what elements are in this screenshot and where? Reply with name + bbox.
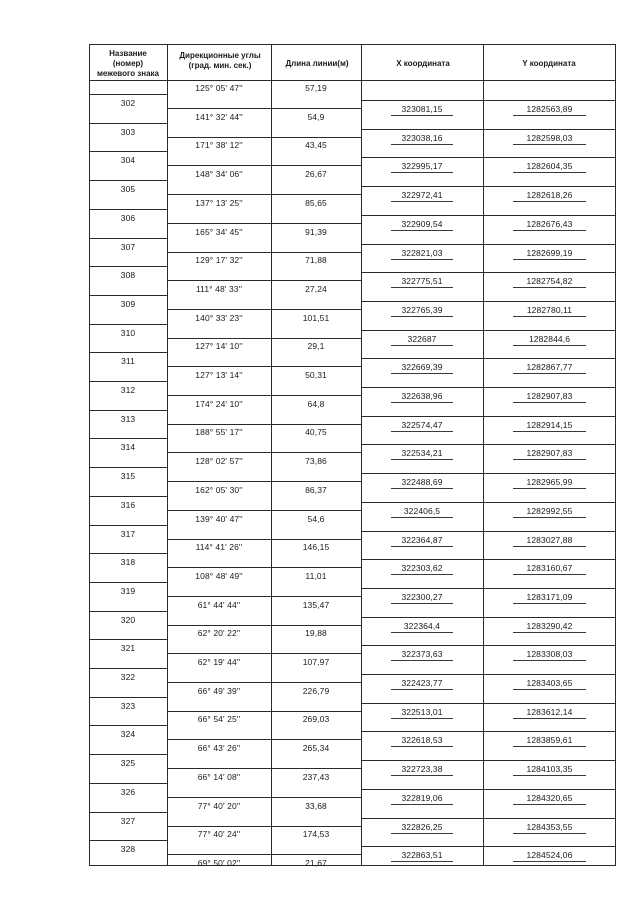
coord-row-line: [361, 502, 616, 503]
y-coordinate-cell: 1282867,77: [526, 362, 573, 373]
y-underline: [513, 373, 586, 374]
y-coordinate-cell: 1283859,61: [526, 735, 573, 746]
point-name-cell: 320: [120, 614, 136, 625]
x-coordinate-cell: 322364,87: [401, 534, 443, 545]
length-cell: 71,88: [305, 255, 327, 266]
angle-row-line: [167, 711, 361, 712]
angle-cell: 108° 48' 49'': [195, 570, 243, 581]
angle-row-line: [167, 424, 361, 425]
point-name-cell: 315: [120, 471, 136, 482]
y-underline: [513, 345, 586, 346]
point-name-cell: 303: [120, 126, 136, 137]
x-coordinate-cell: 322373,63: [401, 649, 443, 660]
y-coordinate-cell: 1282914,15: [526, 419, 573, 430]
length-cell: 146,15: [302, 542, 330, 553]
x-underline: [391, 546, 453, 547]
table-top-border: [89, 44, 616, 45]
x-coordinate-cell: 322488,69: [401, 477, 443, 488]
coord-row-line: [361, 645, 616, 646]
point-name-cell: 325: [120, 758, 136, 769]
name-row-line: [89, 553, 167, 554]
angle-cell: 66° 54' 25'': [197, 714, 241, 725]
x-coordinate-cell: 323038,16: [401, 132, 443, 143]
name-row-line: [89, 467, 167, 468]
x-underline: [391, 775, 453, 776]
point-name-cell: 307: [120, 241, 136, 252]
name-row-line: [89, 812, 167, 813]
length-cell: 19,88: [305, 628, 327, 639]
header-angle: Дирекционные углы (град. мин. сек.): [179, 51, 261, 70]
y-coordinate-cell: 1282844,6: [528, 333, 571, 344]
y-underline: [513, 287, 586, 288]
name-row-line: [89, 295, 167, 296]
point-name-cell: 324: [120, 729, 136, 740]
point-name-cell: 318: [120, 557, 136, 568]
y-coordinate-cell: 1282676,43: [526, 218, 573, 229]
point-name-cell: 319: [120, 585, 136, 596]
x-underline: [391, 833, 453, 834]
coord-row-line: [361, 789, 616, 790]
angle-cell: 66° 14' 08'': [197, 771, 241, 782]
header-y: Y координата: [522, 59, 576, 68]
x-underline: [391, 115, 453, 116]
name-row-line: [89, 209, 167, 210]
coord-row-line: [361, 617, 616, 618]
y-underline: [513, 259, 586, 260]
angle-cell: 77° 40' 24'': [197, 829, 241, 840]
header-bottom-border: [89, 80, 616, 81]
x-underline: [391, 746, 453, 747]
x-underline: [391, 517, 453, 518]
angle-row-line: [167, 625, 361, 626]
y-coordinate-cell: 1282907,83: [526, 448, 573, 459]
angle-row-line: [167, 653, 361, 654]
angle-cell: 148° 34' 06'': [195, 169, 243, 180]
x-coordinate-cell: 322723,38: [401, 764, 443, 775]
x-underline: [391, 402, 453, 403]
name-row-line: [89, 438, 167, 439]
x-coordinate-cell: 322618,53: [401, 735, 443, 746]
name-row-line: [89, 783, 167, 784]
name-row-line: [89, 754, 167, 755]
angle-row-line: [167, 137, 361, 138]
name-row-line: [89, 352, 167, 353]
coordinates-table: [89, 44, 616, 866]
length-cell: 27,24: [305, 283, 327, 294]
angle-row-line: [167, 797, 361, 798]
x-coordinate-cell: 322995,17: [401, 161, 443, 172]
length-cell: 50,31: [305, 370, 327, 380]
name-row-line: [89, 611, 167, 612]
y-coordinate-cell: 1283160,67: [526, 563, 573, 574]
angle-row-line: [167, 223, 361, 224]
angle-cell: 66° 49' 39'': [197, 685, 241, 696]
name-row-line: [89, 668, 167, 669]
angle-row-line: [167, 366, 361, 367]
column-line: [167, 44, 168, 866]
x-underline: [391, 861, 453, 862]
y-coordinate-cell: 1282754,82: [526, 276, 573, 287]
angle-row-line: [167, 510, 361, 511]
x-underline: [391, 172, 453, 173]
name-row-line: [89, 123, 167, 124]
coord-row-line: [361, 186, 616, 187]
point-name-cell: 328: [120, 844, 136, 855]
x-underline: [391, 718, 453, 719]
length-cell: 33,68: [305, 800, 327, 811]
x-coordinate-cell: 322364,4: [403, 620, 441, 631]
angle-cell: 111° 48' 33'': [195, 283, 243, 294]
name-row-line: [89, 266, 167, 267]
y-underline: [513, 459, 586, 460]
x-underline: [391, 345, 453, 346]
angle-cell: 137° 13' 25'': [195, 197, 243, 208]
point-name-cell: 314: [120, 442, 136, 453]
x-coordinate-cell: 322909,54: [401, 218, 443, 229]
x-coordinate-cell: 323081,15: [401, 104, 443, 114]
x-coordinate-cell: 322972,41: [401, 190, 443, 201]
angle-cell: 140° 33' 23'': [195, 312, 243, 323]
x-underline: [391, 230, 453, 231]
x-underline: [391, 431, 453, 432]
coord-row-line: [361, 416, 616, 417]
angle-cell: 165° 34' 45'': [195, 226, 243, 237]
length-cell: 237,43: [302, 771, 330, 782]
y-underline: [513, 804, 586, 805]
length-cell: 54,9: [307, 111, 325, 122]
x-underline: [391, 373, 453, 374]
length-cell: 101,51: [302, 312, 330, 323]
x-underline: [391, 459, 453, 460]
length-cell: 57,19: [305, 83, 327, 93]
x-coordinate-cell: 322638,96: [401, 391, 443, 401]
y-underline: [513, 689, 586, 690]
x-underline: [391, 689, 453, 690]
x-coordinate-cell: 322303,62: [401, 563, 443, 574]
x-coordinate-cell: 322300,27: [401, 591, 443, 602]
length-cell: 86,37: [305, 484, 327, 495]
y-coordinate-cell: 1282992,55: [526, 505, 573, 516]
y-coordinate-cell: 1282563,89: [526, 104, 573, 114]
coord-row-line: [361, 703, 616, 704]
length-cell: 54,6: [307, 513, 325, 524]
angle-row-line: [167, 739, 361, 740]
point-name-cell: 313: [120, 413, 136, 424]
angle-cell: 66° 43' 26'': [197, 743, 241, 754]
angle-row-line: [167, 596, 361, 597]
length-cell: 26,67: [305, 169, 327, 180]
length-cell: 269,03: [302, 714, 330, 725]
column-line: [483, 44, 484, 866]
x-underline: [391, 259, 453, 260]
coord-row-line: [361, 244, 616, 245]
angle-row-line: [167, 452, 361, 453]
angle-cell: 125° 05' 47'': [195, 83, 243, 93]
y-coordinate-cell: 1283290,42: [526, 620, 573, 631]
x-underline: [391, 804, 453, 805]
point-name-cell: 327: [120, 815, 136, 826]
length-cell: 135,47: [302, 599, 330, 610]
y-underline: [513, 201, 586, 202]
y-coordinate-cell: 1282598,03: [526, 132, 573, 143]
y-underline: [513, 402, 586, 403]
y-underline: [513, 775, 586, 776]
angle-row-line: [167, 539, 361, 540]
angle-cell: 127° 14' 10'': [195, 341, 243, 352]
y-coordinate-cell: 1283403,65: [526, 678, 573, 688]
coord-row-line: [361, 674, 616, 675]
name-row-line: [89, 180, 167, 181]
y-coordinate-cell: 1282965,99: [526, 477, 573, 488]
angle-cell: 77° 40' 20'': [197, 800, 241, 811]
coord-row-line: [361, 358, 616, 359]
x-coordinate-cell: 322669,39: [401, 362, 443, 373]
angle-row-line: [167, 280, 361, 281]
name-row-line: [89, 324, 167, 325]
angle-row-line: [167, 481, 361, 482]
point-name-cell: 305: [120, 184, 136, 195]
point-name-cell: 316: [120, 499, 136, 510]
length-cell: 174,53: [302, 829, 330, 840]
point-name-cell: 317: [120, 528, 136, 539]
length-cell: 107,97: [302, 657, 330, 667]
angle-cell: 129° 17' 32'': [195, 255, 243, 266]
length-cell: 21,67: [305, 857, 327, 868]
x-coordinate-cell: 322819,06: [401, 792, 443, 803]
column-line: [271, 44, 272, 866]
header-x: X координата: [396, 59, 450, 68]
y-coordinate-cell: 1283171,09: [526, 591, 573, 602]
angle-row-line: [167, 338, 361, 339]
y-underline: [513, 115, 586, 116]
column-line: [361, 44, 362, 866]
point-name-cell: 308: [120, 270, 136, 281]
point-name-cell: 312: [120, 385, 136, 395]
name-row-line: [89, 496, 167, 497]
angle-cell: 114° 41' 26'': [195, 542, 243, 553]
x-underline: [391, 287, 453, 288]
x-coordinate-cell: 322574,47: [401, 419, 443, 430]
header-name: Название (номер) межевого знака: [96, 49, 160, 78]
angle-row-line: [167, 826, 361, 827]
y-underline: [513, 431, 586, 432]
x-underline: [391, 316, 453, 317]
y-coordinate-cell: 1283308,03: [526, 649, 573, 660]
x-coordinate-cell: 322821,03: [401, 247, 443, 258]
angle-cell: 171° 38' 12'': [195, 140, 243, 151]
x-coordinate-cell: 322687: [407, 333, 437, 344]
length-cell: 85,65: [305, 197, 327, 208]
angle-row-line: [167, 682, 361, 683]
point-name-cell: 304: [120, 155, 136, 166]
coord-row-line: [361, 100, 616, 101]
y-underline: [513, 230, 586, 231]
name-row-line: [89, 639, 167, 640]
angle-cell: 139° 40' 47'': [195, 513, 243, 524]
angle-cell: 162° 05' 30'': [195, 484, 243, 495]
x-underline: [391, 660, 453, 661]
x-underline: [391, 488, 453, 489]
x-coordinate-cell: 322775,51: [401, 276, 443, 287]
y-coordinate-cell: 1282618,26: [526, 190, 573, 201]
angle-cell: 69° 50' 02'': [197, 857, 241, 868]
name-row-line: [89, 840, 167, 841]
point-name-cell: 321: [120, 643, 136, 654]
y-underline: [513, 718, 586, 719]
length-cell: 43,45: [305, 140, 327, 151]
column-line: [615, 44, 616, 866]
x-underline: [391, 144, 453, 145]
coord-row-line: [361, 157, 616, 158]
x-coordinate-cell: 322765,39: [401, 304, 443, 315]
y-underline: [513, 833, 586, 834]
name-row-line: [89, 381, 167, 382]
length-cell: 73,86: [305, 456, 327, 467]
angle-row-line: [167, 165, 361, 166]
coord-row-line: [361, 531, 616, 532]
coord-row-line: [361, 444, 616, 445]
angle-row-line: [167, 108, 361, 109]
angle-row-line: [167, 194, 361, 195]
y-underline: [513, 574, 586, 575]
point-name-cell: 311: [121, 356, 135, 367]
point-name-cell: 310: [120, 327, 136, 338]
y-underline: [513, 517, 586, 518]
coord-row-line: [361, 129, 616, 130]
angle-cell: 141° 32' 44'': [195, 111, 243, 122]
coord-row-line: [361, 818, 616, 819]
angle-cell: 62° 19' 44'': [197, 657, 241, 667]
name-row-line: [89, 94, 167, 95]
x-coordinate-cell: 322826,25: [401, 821, 443, 832]
angle-row-line: [167, 854, 361, 855]
x-underline: [391, 603, 453, 604]
y-coordinate-cell: 1282699,19: [526, 247, 573, 258]
y-underline: [513, 172, 586, 173]
header-length: Длина линии(м): [285, 59, 349, 68]
name-row-line: [89, 525, 167, 526]
y-coordinate-cell: 1282907,83: [526, 391, 573, 401]
coord-row-line: [361, 588, 616, 589]
point-name-cell: 323: [120, 700, 136, 711]
y-underline: [513, 861, 586, 862]
length-cell: 64,8: [307, 398, 325, 409]
x-coordinate-cell: 322863,51: [401, 850, 443, 861]
x-underline: [391, 574, 453, 575]
coord-row-line: [361, 387, 616, 388]
length-cell: 29,1: [307, 341, 325, 352]
angle-cell: 61° 44' 44'': [197, 599, 241, 610]
coord-row-line: [361, 272, 616, 273]
y-coordinate-cell: 1284320,65: [526, 792, 573, 803]
y-coordinate-cell: 1283612,14: [526, 706, 573, 717]
angle-row-line: [167, 567, 361, 568]
angle-row-line: [167, 768, 361, 769]
point-name-cell: 306: [120, 212, 136, 223]
x-coordinate-cell: 322406,5: [403, 505, 441, 516]
name-row-line: [89, 582, 167, 583]
angle-row-line: [167, 395, 361, 396]
point-name-cell: 326: [120, 786, 136, 797]
angle-row-line: [167, 309, 361, 310]
y-underline: [513, 746, 586, 747]
coord-row-line: [361, 301, 616, 302]
y-coordinate-cell: 1282604,35: [526, 161, 573, 172]
coord-row-line: [361, 760, 616, 761]
length-cell: 11,01: [305, 570, 327, 581]
length-cell: 265,34: [302, 743, 330, 754]
angle-cell: 128° 02' 57'': [195, 456, 243, 467]
length-cell: 91,39: [305, 226, 327, 237]
x-underline: [391, 201, 453, 202]
y-coordinate-cell: 1283027,88: [526, 534, 573, 545]
coord-row-line: [361, 473, 616, 474]
coord-row-line: [361, 846, 616, 847]
y-underline: [513, 603, 586, 604]
y-coordinate-cell: 1282780,11: [526, 304, 573, 315]
coord-row-line: [361, 215, 616, 216]
x-coordinate-cell: 322423,77: [401, 678, 443, 688]
coord-row-line: [361, 330, 616, 331]
y-underline: [513, 660, 586, 661]
name-row-line: [89, 238, 167, 239]
x-coordinate-cell: 322513,01: [401, 706, 443, 717]
name-row-line: [89, 697, 167, 698]
x-coordinate-cell: 322534,21: [401, 448, 443, 459]
angle-cell: 62° 20' 22'': [197, 628, 241, 639]
coord-row-line: [361, 731, 616, 732]
column-line: [89, 44, 90, 866]
name-row-line: [89, 410, 167, 411]
y-underline: [513, 144, 586, 145]
y-underline: [513, 546, 586, 547]
y-underline: [513, 632, 586, 633]
name-row-line: [89, 151, 167, 152]
angle-cell: 174° 24' 10'': [195, 398, 243, 409]
angle-cell: 127° 13' 14'': [195, 370, 243, 380]
name-row-line: [89, 725, 167, 726]
length-cell: 226,79: [302, 685, 330, 696]
point-name-cell: 302: [120, 98, 136, 108]
y-coordinate-cell: 1284103,35: [526, 764, 573, 775]
x-underline: [391, 632, 453, 633]
y-underline: [513, 488, 586, 489]
y-underline: [513, 316, 586, 317]
angle-cell: 188° 55' 17'': [195, 427, 243, 438]
length-cell: 40,75: [305, 427, 327, 438]
point-name-cell: 322: [120, 672, 136, 682]
y-coordinate-cell: 1284524,06: [526, 850, 573, 861]
point-name-cell: 309: [120, 298, 136, 309]
angle-row-line: [167, 252, 361, 253]
coord-row-line: [361, 559, 616, 560]
y-coordinate-cell: 1284353,55: [526, 821, 573, 832]
